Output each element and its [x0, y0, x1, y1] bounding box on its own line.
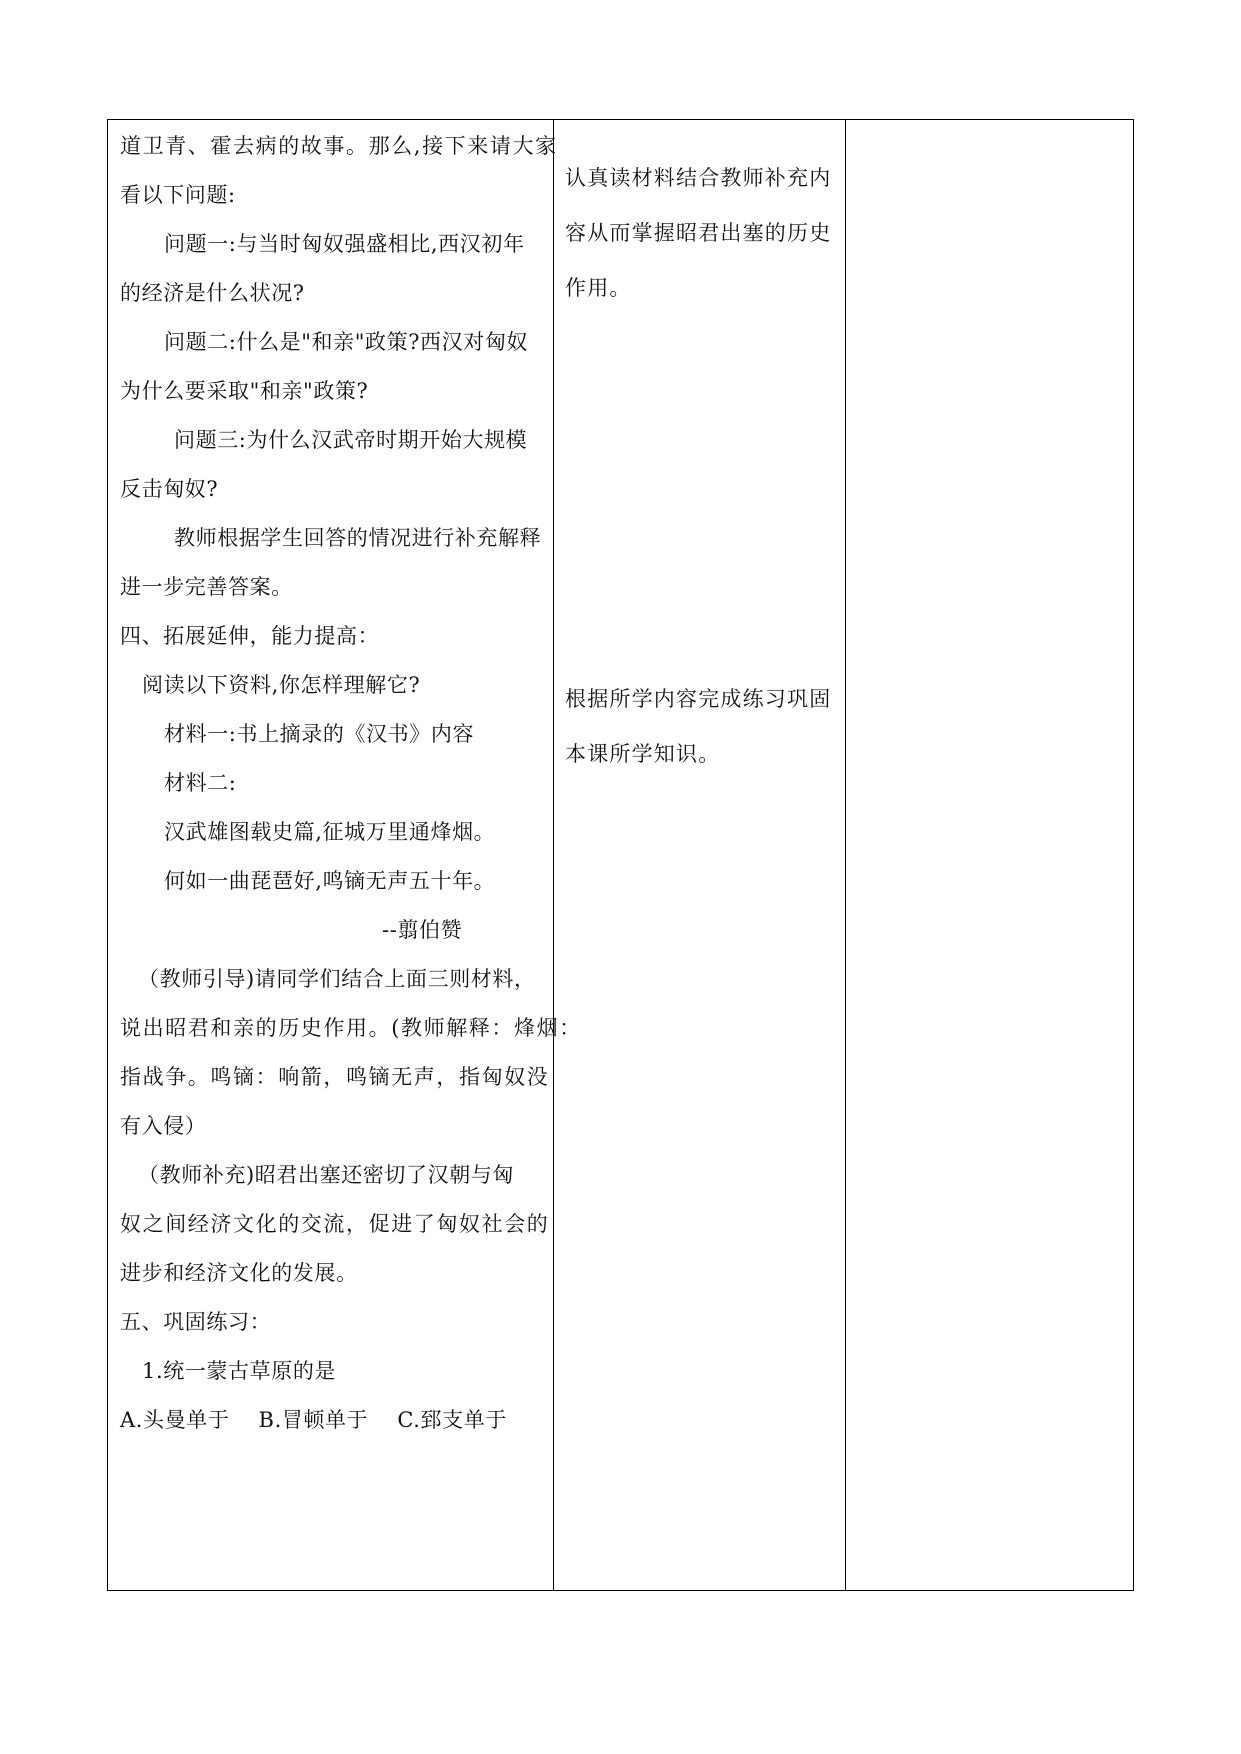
text-line: 反击匈奴? — [120, 477, 219, 501]
text-line: 有入侵） — [120, 1114, 207, 1138]
text-line: 根据所学内容完成练习巩固 — [565, 687, 832, 711]
text-line: 本课所学知识。 — [565, 742, 721, 766]
teacher-activity-column — [120, 120, 582, 1590]
text-line: 看以下问题: — [120, 183, 236, 207]
text-line: 道卫青、霍去病的故事。那么,接下来请大家 — [120, 134, 558, 158]
text-line: 容从而掌握昭君出塞的历史 — [565, 221, 832, 245]
text-line: 进一步完善答案。 — [120, 575, 293, 599]
text-line: 的经济是什么状况? — [120, 281, 305, 305]
section-heading-5: 五、巩固练习： — [120, 1310, 272, 1334]
exercise-options: A.头曼单于 B.冒顿单于 C.郅支单于 — [120, 1408, 507, 1432]
teacher-supplement: （教师补充)昭君出塞还密切了汉朝与匈 — [138, 1163, 514, 1187]
material-one: 材料一:书上摘录的《汉书》内容 — [164, 722, 475, 746]
text-line: 阅读以下资料,你怎样理解它? — [142, 673, 421, 697]
lesson-plan-table — [107, 119, 1134, 1591]
poem-line: 何如一曲琵琶好,鸣镝无声五十年。 — [164, 869, 496, 893]
question-one: 问题一:与当时匈奴强盛相比,西汉初年 — [164, 232, 525, 256]
text-line: 指战争。鸣镝：响箭，鸣镝无声，指匈奴没 — [120, 1065, 550, 1089]
question-two: 问题二:什么是"和亲"政策?西汉对匈奴 — [164, 330, 529, 354]
text-line: 为什么要采取"和亲"政策? — [120, 379, 369, 403]
material-two: 材料二: — [164, 771, 237, 795]
text-line: 作用。 — [565, 276, 632, 300]
text-line: 进步和经济文化的发展。 — [120, 1261, 358, 1285]
teacher-guide: （教师引导)请同学们结合上面三则材料， — [138, 967, 536, 991]
section-heading-4: 四、拓展延伸，能力提高： — [120, 624, 380, 648]
text-line: 认真读材料结合教师补充内 — [565, 166, 832, 190]
poem-author: --翦伯赞 — [382, 918, 463, 942]
exercise-question: 1.统一蒙古草原的是 — [142, 1359, 337, 1383]
student-activity-column — [565, 120, 840, 1590]
poem-line: 汉武雄图载史篇,征城万里通烽烟。 — [164, 820, 496, 844]
design-intent-column — [848, 120, 1133, 1590]
text-line: 奴之间经济文化的交流，促进了匈奴社会的 — [120, 1212, 550, 1236]
column-divider — [845, 120, 846, 1590]
column-divider — [553, 120, 554, 1590]
teacher-note: 教师根据学生回答的情况进行补充解释 — [174, 526, 542, 550]
text-line: 说出昭君和亲的历史作用。(教师解释：烽烟： — [120, 1016, 582, 1040]
question-three: 问题三:为什么汉武帝时期开始大规模 — [174, 428, 528, 452]
